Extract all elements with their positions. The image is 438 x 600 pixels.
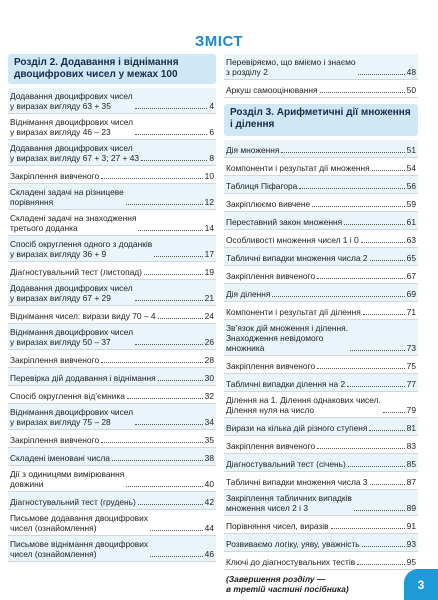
toc-entry-page: 40: [204, 479, 214, 489]
toc-entry-title: Перевіряємо, що вміємо і знаємо з розділу 2: [226, 57, 356, 77]
dot-leader: [158, 380, 203, 381]
toc-entry-page: 67: [406, 271, 416, 281]
dot-leader: [126, 486, 202, 487]
toc-entry-title: Закріплюємо вивчене: [226, 199, 311, 209]
toc-entry-page: 61: [406, 217, 416, 227]
toc-entry-title: Переставний закон множення: [226, 217, 343, 227]
toc-entry[interactable]: [8, 510, 216, 536]
toc-entry[interactable]: [8, 536, 216, 562]
toc-entry[interactable]: [224, 80, 418, 98]
toc-entry-page: 63: [406, 235, 416, 245]
toc-entry-title: Закріплення вивченого: [10, 355, 100, 365]
toc-entry[interactable]: [8, 430, 216, 448]
toc-right-column: [224, 54, 418, 598]
toc-left-column: [8, 54, 216, 562]
toc-entry[interactable]: [8, 114, 216, 140]
toc-entry[interactable]: [224, 490, 418, 516]
toc-entry-page: 21: [204, 293, 214, 303]
toc-entry-page: 32: [204, 391, 214, 401]
toc-entry-title: Дія множення: [226, 145, 280, 155]
toc-entry-title: Аркуш самооцінювання: [226, 85, 318, 95]
dot-leader: [158, 318, 203, 319]
toc-entry-page: 48: [406, 67, 416, 77]
section-heading-3: Розділ 3. Арифметичні дії множення і ділення: [224, 104, 418, 136]
dot-leader: [320, 92, 405, 93]
toc-entry-page: 69: [406, 289, 416, 299]
toc-entry-title: Табличні випадки множення числа 2: [226, 253, 368, 263]
toc-entry[interactable]: [224, 552, 418, 570]
toc-entry[interactable]: [224, 230, 418, 248]
toc-entry-page: 4: [209, 101, 214, 111]
dot-leader: [317, 448, 405, 449]
toc-entry-title: Діагностувальний тест (січень): [226, 459, 346, 469]
toc-entry-page: 56: [406, 181, 416, 191]
toc-entry-page: 54: [406, 163, 416, 173]
toc-entry[interactable]: [8, 306, 216, 324]
dot-leader: [317, 368, 405, 369]
toc-entry-page: 75: [406, 361, 416, 371]
toc-entry-title: Діагностувальний тест (грудень): [10, 497, 136, 507]
toc-entry-title: Таблиця Піфагора: [226, 181, 298, 191]
toc-entry-title: Письмове віднімання двоцифрових чисел (ознайомлення): [10, 539, 149, 559]
toc-entry-page: 81: [406, 423, 416, 433]
toc-entry[interactable]: [8, 404, 216, 430]
toc-entry-page: 93: [406, 539, 416, 549]
dot-leader: [101, 362, 203, 363]
toc-entry-title: Вирази на кілька дій різного ступеня: [226, 423, 368, 433]
toc-entry[interactable]: [224, 392, 418, 418]
dot-leader: [348, 466, 405, 467]
toc-entry-title: Додавання двоцифрових чисел у виразах вигляду 67 + 3; 27 + 43: [10, 143, 140, 163]
dot-leader: [350, 350, 405, 351]
toc-entry-page: 38: [204, 453, 214, 463]
toc-entry[interactable]: [224, 472, 418, 490]
toc-entry-page: 30: [204, 373, 214, 383]
dot-leader: [344, 224, 404, 225]
toc-entry[interactable]: [224, 436, 418, 454]
toc-entry[interactable]: [224, 248, 418, 266]
toc-entry-page: 85: [406, 459, 416, 469]
toc-entry-title: Закріплення вивченого: [10, 171, 100, 181]
toc-entry[interactable]: [224, 516, 418, 534]
toc-entry[interactable]: [8, 492, 216, 510]
toc-entry-page: 89: [406, 503, 416, 513]
dot-leader: [101, 442, 203, 443]
toc-entry-page: 19: [204, 267, 214, 277]
toc-entry-page: 10: [204, 171, 214, 181]
toc-entry-page: 59: [406, 199, 416, 209]
toc-entry[interactable]: [224, 454, 418, 472]
dot-leader: [150, 556, 203, 557]
toc-entry-page: 83: [406, 441, 416, 451]
toc-entry-title: Складені іменовані числа: [10, 453, 110, 463]
toc-entry-page: 51: [406, 145, 416, 155]
toc-entry[interactable]: [224, 374, 418, 392]
toc-entry[interactable]: [224, 320, 418, 356]
dot-leader: [126, 204, 203, 205]
toc-entry-page: 8: [209, 153, 214, 163]
dot-leader: [312, 206, 405, 207]
dot-leader: [101, 178, 203, 179]
toc-entry-title: Складені задачі на різницеве порівняння: [10, 187, 124, 207]
dot-leader: [363, 314, 405, 315]
toc-entry[interactable]: [224, 140, 418, 158]
dot-leader: [272, 296, 404, 297]
toc-entry-title: Віднімання двоцифрових чисел у виразах вигляду 50 – 37: [10, 327, 134, 347]
toc-entry-title: Закріплення вивченого: [10, 435, 100, 445]
toc-entry-title: Додавання двоцифрових чисел у виразах вигляду 63 + 35: [10, 91, 133, 111]
toc-entry-title: Особливості множення чисел 1 і 0: [226, 235, 359, 245]
toc-entry[interactable]: [8, 386, 216, 404]
toc-entry[interactable]: [224, 176, 418, 194]
toc-entry[interactable]: [8, 210, 216, 236]
toc-entry-title: Письмове додавання двоцифрових чисел (ознайомлення): [10, 513, 148, 533]
toc-entry-page: 50: [406, 85, 416, 95]
toc-entry[interactable]: [8, 88, 216, 114]
dot-leader: [141, 160, 207, 161]
toc-entry-title: Віднімання двоцифрових чисел у виразах вигляду 46 – 23: [10, 117, 134, 137]
toc-entry-title: Табличні випадки множення числа 3: [226, 477, 368, 487]
toc-entry-title: Розвиваємо логіку, уяву, уважність: [226, 539, 360, 549]
dot-leader: [370, 260, 405, 261]
toc-entry-page: 14: [204, 223, 214, 233]
toc-entry-page: 95: [406, 557, 416, 567]
toc-list-right-top: [224, 54, 418, 98]
toc-entry-page: 44: [204, 523, 214, 533]
dot-leader: [383, 412, 405, 413]
toc-entry[interactable]: [8, 262, 216, 280]
toc-entry-page: 12: [204, 197, 214, 207]
toc-entry-page: 24: [204, 311, 214, 321]
dot-leader: [362, 546, 405, 547]
toc-entry-title: Закріплення вивченого: [226, 441, 316, 451]
toc-entry-page: 77: [406, 379, 416, 389]
dot-leader: [135, 300, 203, 301]
toc-entry[interactable]: [224, 266, 418, 284]
toc-list-left: [8, 88, 216, 562]
toc-entry-title: Табличні випадки ділення на 2: [226, 379, 346, 389]
dot-leader: [135, 134, 207, 135]
toc-entry-title: Перевірка дій додавання і віднімання: [10, 373, 156, 383]
dot-leader: [299, 188, 404, 189]
toc-entry-page: 28: [204, 355, 214, 365]
toc-entry[interactable]: [8, 448, 216, 466]
toc-entry-title: Ділення на 1. Ділення однакових чисел. Ділення нуля на число: [226, 395, 381, 415]
toc-entry[interactable]: [8, 368, 216, 386]
toc-entry[interactable]: [8, 184, 216, 210]
dot-leader: [154, 256, 202, 257]
toc-entry-page: 65: [406, 253, 416, 263]
toc-entry-title: Дії з одиницями вимірювання довжини: [10, 469, 125, 489]
dot-leader: [370, 484, 405, 485]
toc-entry-page: 6: [209, 127, 214, 137]
toc-entry-page: 26: [204, 337, 214, 347]
toc-entry-page: 46: [204, 549, 214, 559]
toc-entry-title: Закріплення табличних випадків множення чисел 2 і 3: [226, 493, 352, 513]
toc-entry[interactable]: [8, 280, 216, 306]
dot-leader: [354, 510, 405, 511]
dot-leader: [281, 152, 404, 153]
page-title: ЗМІСТ: [194, 33, 244, 50]
toc-entry-page: 79: [406, 405, 416, 415]
toc-entry-title: Зв’язок дій множення і ділення. Знаходження невідомого множника: [226, 323, 348, 353]
page-number-badge: 3: [404, 569, 438, 600]
toc-entry-title: Закріплення вивченого: [226, 361, 316, 371]
dot-leader: [135, 344, 203, 345]
toc-entry[interactable]: [224, 284, 418, 302]
toc-entry[interactable]: [8, 236, 216, 262]
toc-entry-page: 91: [406, 521, 416, 531]
toc-entry-title: Порівняння чисел, виразів: [226, 521, 329, 531]
dot-leader: [138, 230, 202, 231]
toc-entry[interactable]: [8, 350, 216, 368]
toc-entry-title: Дія ділення: [226, 289, 271, 299]
toc-entry[interactable]: [8, 140, 216, 166]
toc-entry-title: Спосіб округлення одного з доданків у виразах вигляду 36 + 9: [10, 239, 153, 259]
toc-entry-title: Спосіб округлення від’ємника: [10, 391, 125, 401]
toc-entry-page: 34: [204, 417, 214, 427]
toc-entry[interactable]: [224, 534, 418, 552]
toc-entry-title: Віднімання чисел: вирази виду 70 – 4: [10, 311, 156, 321]
dot-leader: [317, 278, 405, 279]
dot-leader: [144, 274, 203, 275]
dot-leader: [372, 170, 405, 171]
toc-entry[interactable]: [8, 324, 216, 350]
toc-entry[interactable]: [224, 418, 418, 436]
toc-entry-page: 42: [204, 497, 214, 507]
toc-entry[interactable]: [224, 212, 418, 230]
dot-leader: [357, 564, 405, 565]
toc-entry[interactable]: [8, 166, 216, 184]
toc-entry-title: Компоненти і результат дії множення: [226, 163, 370, 173]
toc-entry-title: Закріплення вивченого: [226, 271, 316, 281]
dot-leader: [347, 386, 405, 387]
dot-leader: [150, 530, 203, 531]
toc-entry-page: 35: [204, 435, 214, 445]
dot-leader: [127, 398, 203, 399]
toc-entry-page: 73: [406, 343, 416, 353]
dot-leader: [135, 424, 203, 425]
toc-entry[interactable]: [8, 466, 216, 492]
dot-leader: [112, 460, 203, 461]
toc-entry[interactable]: [224, 54, 418, 80]
toc-entry[interactable]: [224, 356, 418, 374]
toc-entry-page: 71: [406, 307, 416, 317]
dot-leader: [331, 528, 405, 529]
toc-entry-page: 87: [406, 477, 416, 487]
dot-leader: [361, 242, 405, 243]
dot-leader: [138, 504, 203, 505]
toc-entry-title: Компоненти і результат дії ділення: [226, 307, 361, 317]
toc-entry-title: Складені задачі на знаходження третього доданка: [10, 213, 137, 233]
toc-entry[interactable]: [224, 194, 418, 212]
toc-list-right: [224, 140, 418, 570]
toc-entry-page: 17: [204, 249, 214, 259]
dot-leader: [369, 430, 404, 431]
toc-entry-title: Ключі до діагностувальних тестів: [226, 557, 356, 567]
dot-leader: [358, 74, 405, 75]
toc-entry[interactable]: [224, 158, 418, 176]
continuation-note: (Завершення розділу — в третій частині посібника): [226, 574, 349, 594]
toc-entry-title: Віднімання двоцифрових чисел у виразах вигляду 75 – 28: [10, 407, 134, 427]
section-heading-2: Розділ 2. Додавання і віднімання двоцифрових чисел у межах 100: [8, 54, 216, 84]
toc-entry-title: Діагностувальний тест (листопад): [10, 267, 142, 277]
dot-leader: [135, 108, 208, 109]
toc-entry-title: Додавання двоцифрових чисел у виразах вигляду 67 + 29: [10, 283, 133, 303]
toc-entry[interactable]: [224, 302, 418, 320]
